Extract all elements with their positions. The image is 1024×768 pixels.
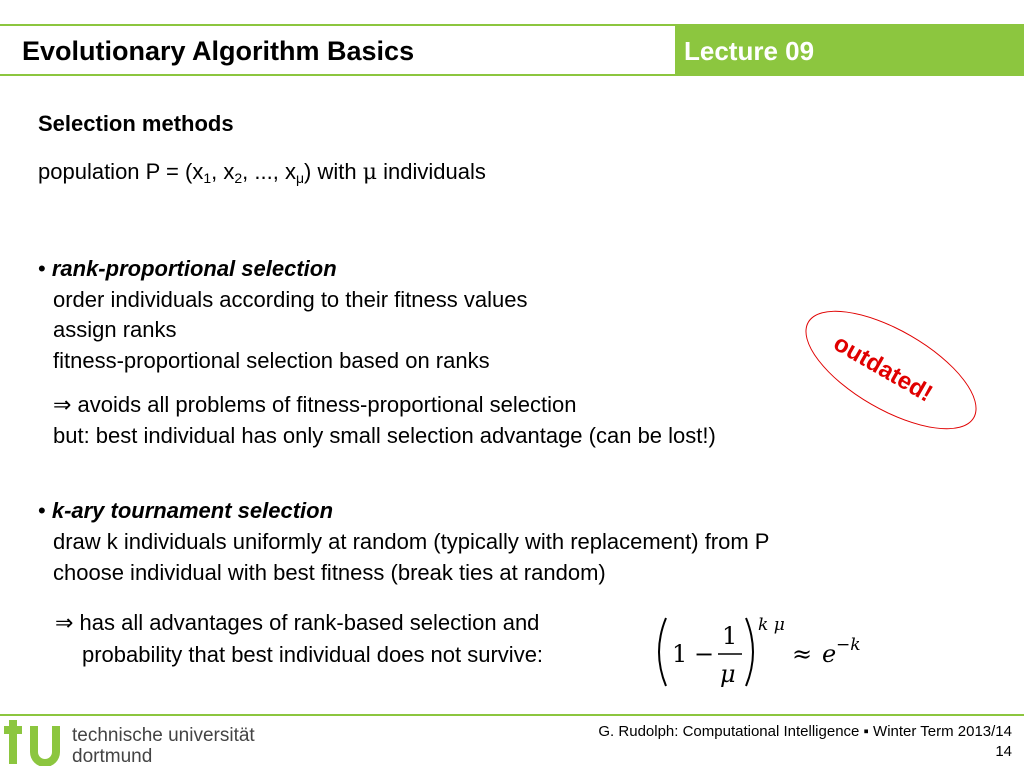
rank-but: but: best individual has only small selection advantage (can be lost!)	[53, 423, 716, 448]
header-bottom-rule	[0, 74, 1024, 76]
tournament-heading: k-ary tournament selection	[51, 498, 334, 523]
rank-bullet: •	[38, 256, 46, 281]
university-name	[72, 725, 255, 767]
slide-title: Evolutionary Algorithm Basics	[22, 36, 415, 66]
tournament-heading-row	[38, 500, 333, 522]
formula-denominator: μ	[720, 660, 736, 688]
formula-exponent: k μ	[758, 615, 785, 635]
tournament-implies-row	[55, 612, 539, 634]
rank-heading-row	[38, 258, 337, 280]
formula-exponent-2: −k	[836, 635, 861, 655]
tournament-line-1: draw k individuals uniformly at random (typically with replacement) from P	[53, 529, 770, 554]
population-sub-mu: μ	[295, 170, 305, 186]
footer-credit	[598, 722, 1012, 762]
rank-line-2: assign ranks	[53, 317, 177, 342]
formula-base: e	[822, 640, 837, 668]
formula-right-paren	[746, 618, 753, 686]
survival-formula	[650, 612, 880, 692]
formula-left-paren	[659, 618, 666, 686]
page-number: 14	[995, 743, 1012, 760]
population-suffix-a: ) with	[304, 159, 363, 184]
section-title: Selection methods	[38, 111, 234, 136]
university-line-1: technische universität	[72, 725, 255, 746]
population-mu: μ	[362, 160, 378, 185]
lecture-label: Lecture 09	[684, 36, 815, 66]
implies-arrow-icon: ⇒	[53, 392, 72, 417]
tu-logo-icon	[4, 718, 66, 766]
population-sub-2: 2	[234, 170, 243, 186]
tournament-line-2: choose individual with best fitness (break ties at random)	[53, 560, 606, 585]
outdated-stamp: outdated!	[828, 329, 937, 408]
population-sub-1: 1	[203, 170, 212, 186]
population-line	[38, 161, 486, 184]
formula-approx: ≈	[792, 640, 813, 668]
tournament-implies-2: probability that best individual does not survive:	[82, 642, 544, 667]
population-prefix: population P = (x	[38, 159, 204, 184]
formula-one: 1	[672, 640, 688, 668]
implies-arrow-icon: ⇒	[55, 610, 74, 635]
footer-credit-text: G. Rudolph: Computational Intelligence ▪ Winter Term 2013/14	[598, 723, 1012, 740]
rank-line-1: order individuals according to their fitness values	[53, 287, 528, 312]
rank-heading: rank-proportional selection	[51, 256, 337, 281]
formula-numerator: 1	[722, 622, 738, 650]
footer-rule	[0, 714, 1024, 716]
population-sep-2: , ..., x	[242, 159, 296, 184]
rank-line-3: fitness-proportional selection based on ranks	[53, 348, 490, 373]
rank-implies-row	[53, 394, 576, 416]
formula-minus: −	[694, 640, 715, 668]
rank-implies: avoids all problems of fitness-proportional selection	[71, 392, 577, 417]
population-sep-1: , x	[211, 159, 235, 184]
population-suffix-b: individuals	[377, 159, 486, 184]
tournament-bullet: •	[38, 498, 46, 523]
university-line-2: dortmund	[72, 746, 153, 767]
tournament-implies: has all advantages of rank-based selection and	[73, 610, 540, 635]
